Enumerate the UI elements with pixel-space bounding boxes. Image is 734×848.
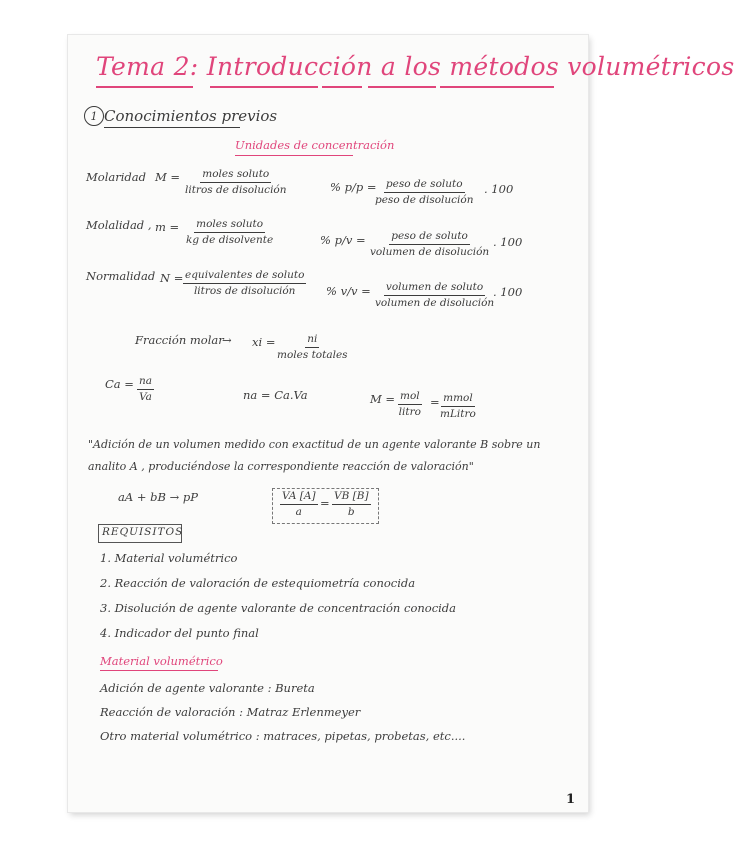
normalidad-label: Normalidad — [86, 269, 156, 283]
arrow-icon: → — [222, 333, 232, 347]
title-underline — [440, 86, 554, 88]
fraccion-label: Fracción molar — [135, 333, 224, 347]
definition-line-2: analito A , produciéndose la correspondiente reacción de valoración" — [88, 460, 474, 473]
molaridad-fraction: moles soluto litros de disolución — [185, 168, 287, 197]
section-underline — [104, 127, 240, 128]
page-title — [96, 52, 734, 81]
fraccion-lhs: xi = — [252, 335, 276, 349]
molalidad-label: Molalidad , — [86, 218, 152, 232]
reaction-equation: aA + bB → pP — [118, 490, 198, 504]
requisito-item: 4. Indicador del punto final — [100, 626, 259, 640]
fraccion-fraction: ni moles totales — [277, 333, 348, 362]
m-fraction-2: mmol mLitro — [440, 392, 476, 421]
material-heading: Material volumétrico — [100, 654, 223, 668]
material-line: Otro material volumétrico : matraces, pipetas, probetas, etc.... — [100, 729, 466, 743]
requisito-item: 2. Reacción de valoración de estequiometría conocida — [100, 576, 416, 590]
molalidad-fraction: moles soluto kg de disolvente — [186, 218, 274, 247]
definition-line-1: "Adición de un volumen medido con exactitud de un agente valorante B sobre un — [88, 438, 541, 451]
molaridad-label: Molaridad — [86, 170, 146, 184]
pp-fraction: peso de soluto peso de disolución — [375, 178, 474, 207]
title-underline — [322, 86, 362, 88]
normalidad-fraction: equivalentes de soluto litros de disolución — [185, 269, 305, 298]
pp-label: % p/p = — [330, 180, 377, 194]
na-formula: na = Ca.Va — [243, 388, 308, 402]
material-line: Reacción de valoración : Matraz Erlenmeyer — [100, 705, 361, 719]
m-equals: = — [430, 395, 440, 409]
ca-lhs: Ca = — [105, 377, 134, 391]
m-lhs: M = — [370, 392, 396, 406]
requisitos-heading: REQUISITOS — [102, 526, 184, 538]
molaridad-symbol: M = — [155, 170, 181, 184]
ca-fraction: $\frac{na}{Va}$ — [139, 375, 153, 404]
equivalence-right: $\frac{VB [B]}{b}$ — [334, 490, 369, 519]
material-line: Adición de agente valorante : Bureta — [100, 681, 315, 695]
vv-fraction: volumen de soluto volumen de disolución — [375, 281, 495, 310]
title-underline — [368, 86, 436, 88]
section-heading: Conocimientos previos — [104, 107, 278, 125]
vv-factor: . 100 — [493, 285, 523, 299]
page-number: 1 — [566, 792, 576, 807]
requisito-item: 1. Material volumétrico — [100, 551, 238, 565]
molalidad-symbol: m = — [155, 220, 180, 234]
title-underline — [96, 86, 193, 88]
material-underline — [100, 670, 218, 671]
pv-label: % p/v = — [320, 233, 366, 247]
title-underline — [210, 86, 318, 88]
subheading-underline — [235, 155, 353, 156]
vv-label: % v/v = — [326, 284, 371, 298]
requisito-item: 3. Disolución de agente valorante de concentración conocida — [100, 601, 457, 615]
m-fraction-1: mol litro — [398, 390, 421, 419]
pv-factor: . 100 — [493, 235, 523, 249]
equivalence-equals: = — [320, 496, 330, 510]
pv-fraction: peso de soluto volumen de disolución — [370, 230, 490, 259]
title-topic: Tema 2 — [96, 52, 190, 81]
subheading-units: Unidades de concentración — [235, 138, 395, 152]
title-text: : Introducción a los métodos volumétricos — [189, 52, 734, 81]
pp-factor: . 100 — [484, 182, 514, 196]
section-number: 1 — [84, 106, 104, 126]
equivalence-left: $\frac{VA [A]}{a}$ — [282, 490, 316, 519]
normalidad-symbol: N = — [160, 271, 184, 285]
